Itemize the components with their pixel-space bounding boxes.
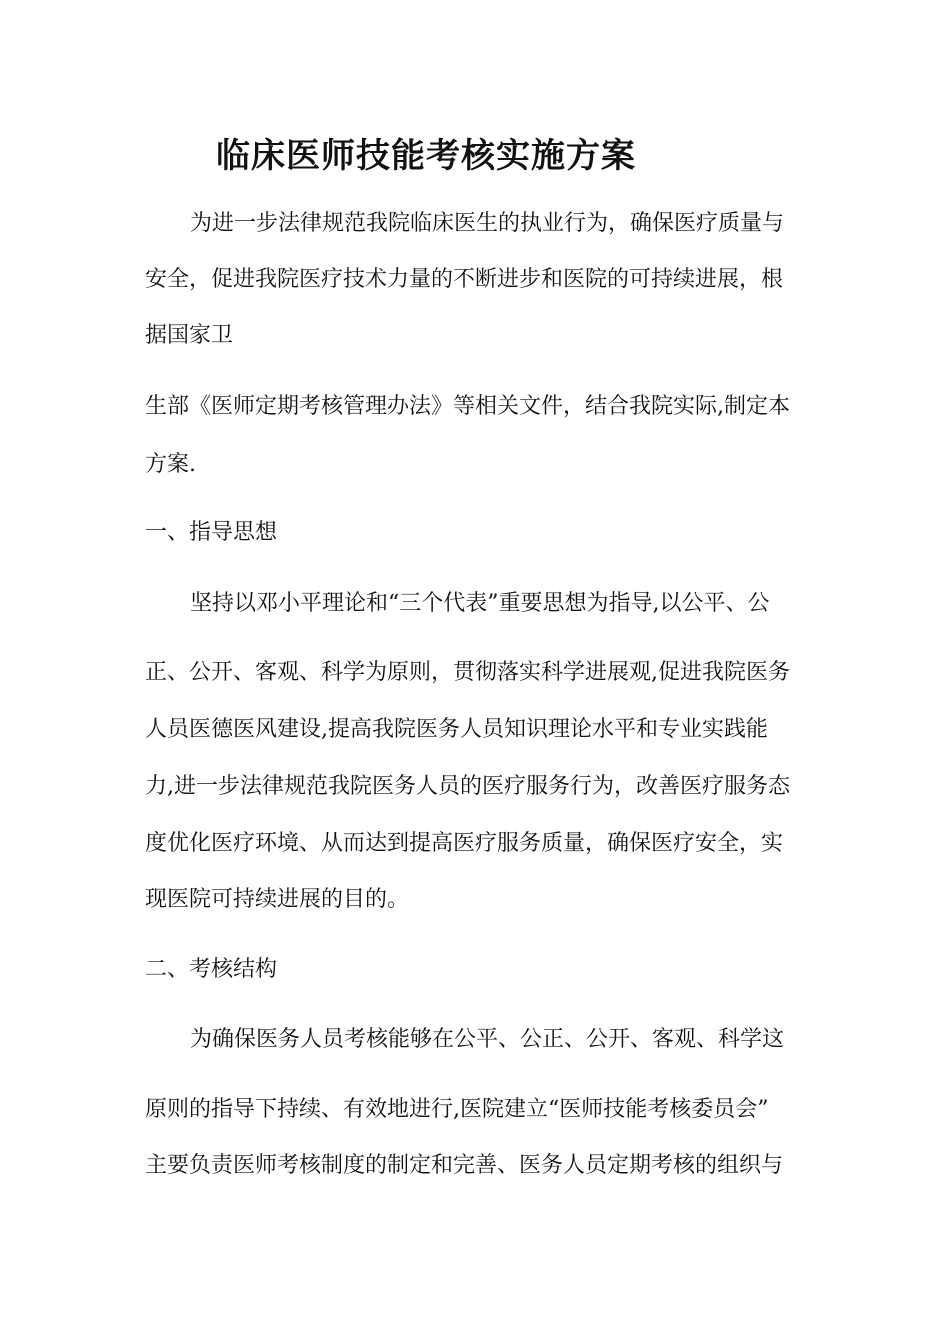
section-heading: 二、考核结构 [145, 957, 278, 982]
paragraph-line: 人员医德医风建设,提高我院医务人员知识理论水平和专业实践能 [145, 717, 768, 742]
section-heading: 一、指导思想 [145, 520, 278, 545]
paragraph-line: 方案. [145, 452, 196, 477]
document-title: 临床医师技能考核实施方案 [216, 136, 636, 176]
paragraph-line: 主要负责医师考核制度的制定和完善、医务人员定期考核的组织与 [145, 1153, 784, 1178]
paragraph-line: 据国家卫 [145, 323, 234, 348]
paragraph-line: 力,进一步法律规范我院医务人员的医疗服务行为，改善医疗服务态 [145, 774, 790, 799]
paragraph-line: 正、公开、客观、科学为原则，贯彻落实科学进展观,促进我院医务 [145, 660, 790, 685]
paragraph-line: 为确保医务人员考核能够在公平、公正、公开、客观、科学这 [190, 1027, 785, 1052]
paragraph-line: 安全，促进我院医疗技术力量的不断进步和医院的可持续进展，根 [145, 267, 784, 292]
paragraph-line: 坚持以邓小平理论和“三个代表”重要思想为指导,以公平、公 [190, 591, 770, 616]
paragraph-line: 原则的指导下持续、有效地进行,医院建立“医师技能考核委员会” [145, 1097, 769, 1122]
paragraph-line: 度优化医疗环境、从而达到提高医疗服务质量，确保医疗安全，实 [145, 831, 784, 856]
paragraph-line: 生部《医师定期考核管理办法》等相关文件，结合我院实际,制定本 [145, 394, 790, 419]
paragraph-line: 为进一步法律规范我院临床医生的执业行为，确保医疗质量与 [190, 211, 785, 236]
paragraph-line: 现医院可持续进展的目的。 [145, 887, 410, 912]
